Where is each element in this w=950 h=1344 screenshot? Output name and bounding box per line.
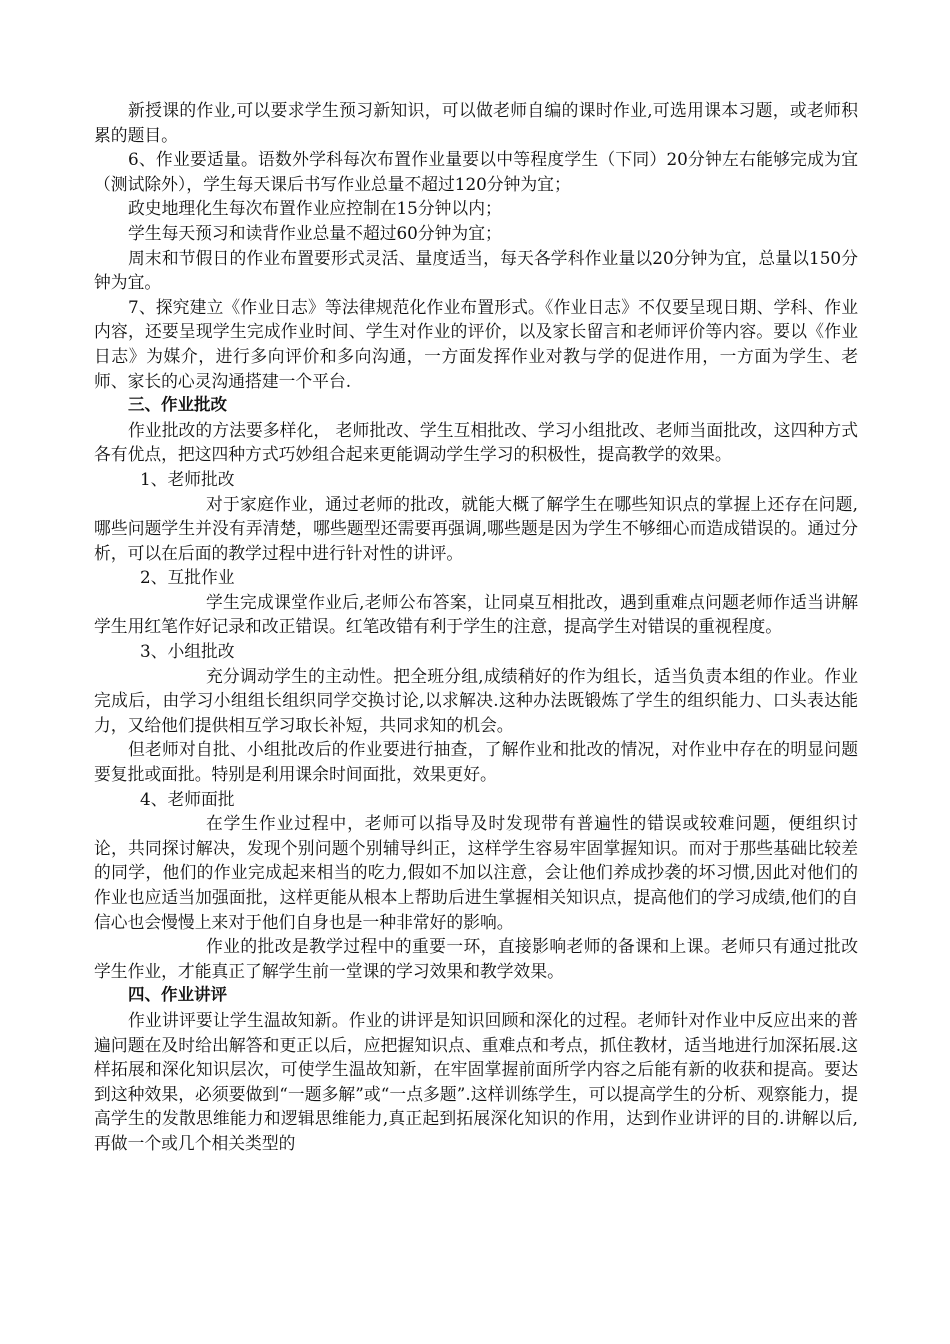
paragraph-peer-grading: 学生完成课堂作业后,老师公布答案，让同桌互相批改，遇到重难点问题老师作适当讲解学生用红笔作好记录和改正错误。红笔改错有利于学生的注意，提高学生对错误的重视程度。 xyxy=(94,591,858,637)
paragraph-item-6: 6、作业要适量。语数外学科每次布置作业量要以中等程度学生（下同）20分钟左右能够完成为宜（测试除外），学生每天课后书写作业总量不超过120分钟为宜； xyxy=(94,149,858,194)
subheading-teacher-grading: 1、老师批改 xyxy=(140,468,235,489)
paragraph-grading-importance: 作业的批改是教学过程中的重要一环，直接影响老师的备课和上课。老师只有通过批改学生作业，才能真正了解学生前一堂课的学习效果和教学效果。 xyxy=(94,936,858,981)
subheading-peer-grading: 2、互批作业 xyxy=(140,567,235,588)
paragraph-item-7: 7、探究建立《作业日志》等法律规范化作业布置形式。《作业日志》不仅要呈现日期、学科、作业内容，还要呈现学生完成作业时间、学生对作业的评价，以及家长留言和老师评价等内容。要以《作业日志》为媒介，进行多向评价和多向沟通，一方面发挥作业对教与学的促进作用，一方面为学生、老师、家长的心灵沟通搭建一个平台. xyxy=(94,296,858,391)
paragraph-face-grading: 在学生作业过程中，老师可以指导及时发现带有普遍性的错误或较难问题，便组织讨论，共同探讨解决，发现个别问题个别辅导纠正，这样学生容易牢固掌握知识。而对于那些基础比较差的同学，他们的作业完成起来相当的吃力,假如不加以注意，会让他们养成抄袭的坏习惯,因此对他们的作业也应适当加强面批，这样更能从根本上帮助后进生掌握相关知识点，提高他们的学习成绩,他们的自信心也会慢慢上来对于他们自身也是一种非常好的影响。 xyxy=(94,813,859,932)
paragraph-weekend: 周末和节假日的作业布置要形式灵活、量度适当，每天各学科作业量以20分钟为宜，总量以150分钟为宜。 xyxy=(94,247,858,293)
section-heading-grading: 三、作业批改 xyxy=(128,395,227,415)
paragraph-group-grading: 充分调动学生的主动性。把全班分组,成绩稍好的作为组长，适当负责本组的作业。作业完成后，由学习小组组长组织同学交换讨论,以求解决.这种办法既锻炼了学生的组织能力、口头表达能力，又给他们提供相互学习取长补短，共同求知的机会。 xyxy=(94,665,858,735)
section-heading-review: 四、作业讲评 xyxy=(128,985,227,1005)
document-page xyxy=(94,98,858,1156)
subheading-group-grading: 3、小组批改 xyxy=(140,641,235,662)
paragraph-preview-reading: 学生每天预习和读背作业总量不超过60分钟为宜； xyxy=(128,222,502,243)
subheading-face-grading: 4、老师面批 xyxy=(140,788,235,809)
paragraph-teacher-grading: 对于家庭作业，通过老师的批改，就能大概了解学生在哪些知识点的掌握上还存在问题,哪些问题学生并没有弄清楚，哪些题型还需要再强调,哪些题是因为学生不够细心而造成错误的。通过分析，可以在后面的教学过程中进行针对性的讲评。 xyxy=(94,493,858,563)
paragraph-new-lesson-homework: 新授课的作业,可以要求学生预习新知识，可以做老师自编的课时作业,可选用课本习题，或老师积累的题目。 xyxy=(94,100,858,145)
paragraph-spot-check: 但老师对自批、小组批改后的作业要进行抽查，了解作业和批改的情况，对作业中存在的明显问题要复批或面批。特别是利用课余时间面批，效果更好。 xyxy=(94,739,858,785)
paragraph-politics-history: 政史地理化生每次布置作业应控制在15分钟以内； xyxy=(128,198,502,219)
paragraph-review: 作业讲评要让学生温故知新。作业的讲评是知识回顾和深化的过程。老师针对作业中反应出来的普遍问题在及时给出解答和更正以后，应把握知识点、重难点和考点，抓住教材，适当地进行加深拓展.这样拓展和深化知识层次，可使学生温故知新，在牢固掌握前面所学内容之后能有新的收获和提高。要达到这种效果，必须要做到“一题多解”或“一点多题”.这样训练学生，可以提高学生的分析、观察能力，提高学生的发散思维能力和逻辑思维能力,真正起到拓展深化知识的作用，达到作业讲评的目的.讲解以后,再做一个或几个相关类型的 xyxy=(94,1009,858,1153)
paragraph-grading-methods: 作业批改的方法要多样化， 老师批改、学生互相批改、学习小组批改、老师当面批改，这四种方式各有优点，把这四种方式巧妙组合起来更能调动学生学习的积极性，提高教学的效果。 xyxy=(94,419,858,465)
